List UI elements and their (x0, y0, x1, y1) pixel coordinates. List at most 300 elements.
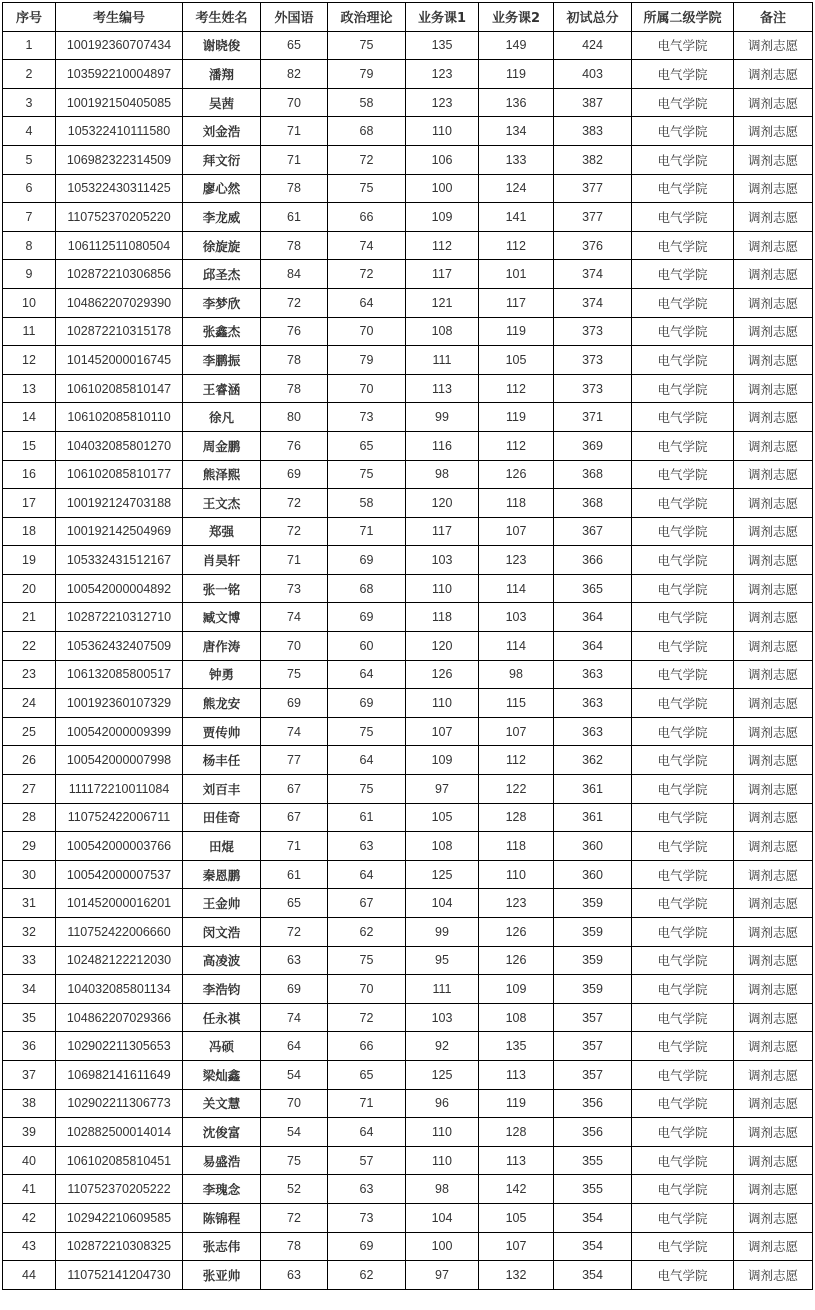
table-row (3, 1175, 813, 1204)
cell-foreign-language: 67 (261, 775, 328, 804)
cell-foreign-language: 74 (261, 717, 328, 746)
cell-candidate-id: 105322430311425 (56, 174, 183, 203)
cell-subject-1: 100 (406, 1232, 479, 1261)
cell-college: 电气学院 (632, 1089, 734, 1118)
cell-index: 12 (3, 346, 56, 375)
cell-remark: 调剂志愿 (734, 317, 813, 346)
cell-politics: 72 (328, 1003, 406, 1032)
cell-politics: 64 (328, 1118, 406, 1147)
cell-candidate-id: 102872210312710 (56, 603, 183, 632)
cell-candidate-id: 100542000009399 (56, 717, 183, 746)
cell-foreign-language: 69 (261, 689, 328, 718)
table-row (3, 403, 813, 432)
cell-subject-2: 128 (479, 1118, 554, 1147)
header-total-score: 初试总分 (554, 3, 632, 32)
cell-remark: 调剂志愿 (734, 60, 813, 89)
cell-foreign-language: 78 (261, 374, 328, 403)
cell-politics: 60 (328, 632, 406, 661)
cell-politics: 75 (328, 717, 406, 746)
cell-total-score: 356 (554, 1089, 632, 1118)
cell-college: 电气学院 (632, 889, 734, 918)
cell-foreign-language: 70 (261, 632, 328, 661)
table-row (3, 660, 813, 689)
cell-total-score: 373 (554, 374, 632, 403)
cell-subject-2: 119 (479, 317, 554, 346)
cell-foreign-language: 61 (261, 860, 328, 889)
cell-candidate-id: 100542000007998 (56, 746, 183, 775)
cell-candidate-name: 李鹏振 (183, 346, 261, 375)
cell-remark: 调剂志愿 (734, 689, 813, 718)
cell-candidate-name: 冯硕 (183, 1032, 261, 1061)
table-row (3, 1003, 813, 1032)
cell-foreign-language: 77 (261, 746, 328, 775)
cell-subject-2: 108 (479, 1003, 554, 1032)
cell-candidate-id: 106102085810110 (56, 403, 183, 432)
cell-remark: 调剂志愿 (734, 860, 813, 889)
cell-remark: 调剂志愿 (734, 746, 813, 775)
cell-total-score: 356 (554, 1118, 632, 1147)
cell-subject-2: 107 (479, 717, 554, 746)
cell-candidate-name: 田焜 (183, 832, 261, 861)
table-row (3, 975, 813, 1004)
cell-subject-2: 118 (479, 489, 554, 518)
cell-subject-2: 126 (479, 946, 554, 975)
cell-index: 30 (3, 860, 56, 889)
cell-candidate-name: 沈俊富 (183, 1118, 261, 1147)
cell-college: 电气学院 (632, 832, 734, 861)
cell-college: 电气学院 (632, 1203, 734, 1232)
header-politics: 政治理论 (328, 3, 406, 32)
table-row (3, 346, 813, 375)
cell-subject-2: 114 (479, 574, 554, 603)
cell-remark: 调剂志愿 (734, 946, 813, 975)
cell-candidate-name: 吴茜 (183, 88, 261, 117)
cell-foreign-language: 78 (261, 1232, 328, 1261)
cell-college: 电气学院 (632, 374, 734, 403)
cell-index: 1 (3, 31, 56, 60)
cell-candidate-name: 高凌波 (183, 946, 261, 975)
cell-candidate-id: 106132085800517 (56, 660, 183, 689)
cell-foreign-language: 76 (261, 431, 328, 460)
cell-foreign-language: 78 (261, 174, 328, 203)
cell-total-score: 360 (554, 860, 632, 889)
cell-subject-1: 97 (406, 1261, 479, 1290)
cell-candidate-name: 陈锦程 (183, 1203, 261, 1232)
cell-subject-2: 112 (479, 374, 554, 403)
cell-remark: 调剂志愿 (734, 403, 813, 432)
cell-total-score: 366 (554, 546, 632, 575)
cell-subject-1: 108 (406, 832, 479, 861)
cell-college: 电气学院 (632, 31, 734, 60)
cell-college: 电气学院 (632, 975, 734, 1004)
cell-candidate-name: 廖心然 (183, 174, 261, 203)
cell-subject-1: 103 (406, 546, 479, 575)
cell-candidate-id: 110752141204730 (56, 1261, 183, 1290)
cell-foreign-language: 61 (261, 203, 328, 232)
cell-subject-1: 123 (406, 60, 479, 89)
cell-candidate-id: 106102085810147 (56, 374, 183, 403)
cell-politics: 73 (328, 1203, 406, 1232)
cell-subject-1: 104 (406, 889, 479, 918)
cell-candidate-id: 101452000016745 (56, 346, 183, 375)
cell-remark: 调剂志愿 (734, 1089, 813, 1118)
header-candidate-name: 考生姓名 (183, 3, 261, 32)
cell-candidate-id: 101452000016201 (56, 889, 183, 918)
cell-index: 17 (3, 489, 56, 518)
cell-total-score: 374 (554, 260, 632, 289)
cell-index: 6 (3, 174, 56, 203)
cell-candidate-name: 王文杰 (183, 489, 261, 518)
cell-subject-2: 124 (479, 174, 554, 203)
cell-foreign-language: 72 (261, 1203, 328, 1232)
cell-candidate-name: 郑强 (183, 517, 261, 546)
cell-candidate-id: 102872210315178 (56, 317, 183, 346)
cell-candidate-name: 秦恩鹏 (183, 860, 261, 889)
cell-politics: 69 (328, 689, 406, 718)
table-body (3, 31, 813, 1289)
cell-total-score: 363 (554, 717, 632, 746)
table-row (3, 546, 813, 575)
cell-candidate-name: 任永祺 (183, 1003, 261, 1032)
cell-candidate-id: 102882500014014 (56, 1118, 183, 1147)
cell-remark: 调剂志愿 (734, 832, 813, 861)
cell-foreign-language: 72 (261, 489, 328, 518)
cell-total-score: 364 (554, 603, 632, 632)
cell-subject-2: 107 (479, 1232, 554, 1261)
cell-politics: 79 (328, 60, 406, 89)
cell-foreign-language: 82 (261, 60, 328, 89)
cell-foreign-language: 71 (261, 145, 328, 174)
cell-candidate-id: 105322410111580 (56, 117, 183, 146)
cell-total-score: 365 (554, 574, 632, 603)
cell-candidate-name: 熊泽熙 (183, 460, 261, 489)
cell-subject-2: 101 (479, 260, 554, 289)
cell-total-score: 374 (554, 288, 632, 317)
cell-subject-2: 133 (479, 145, 554, 174)
cell-remark: 调剂志愿 (734, 174, 813, 203)
cell-subject-2: 103 (479, 603, 554, 632)
cell-candidate-id: 105362432407509 (56, 632, 183, 661)
table-row (3, 1232, 813, 1261)
cell-foreign-language: 74 (261, 1003, 328, 1032)
cell-candidate-id: 100192142504969 (56, 517, 183, 546)
header-subject-2: 业务课2 (479, 3, 554, 32)
table-row (3, 288, 813, 317)
table-row (3, 203, 813, 232)
cell-foreign-language: 80 (261, 403, 328, 432)
cell-remark: 调剂志愿 (734, 1203, 813, 1232)
cell-politics: 74 (328, 231, 406, 260)
cell-college: 电气学院 (632, 260, 734, 289)
cell-politics: 61 (328, 803, 406, 832)
cell-index: 2 (3, 60, 56, 89)
cell-politics: 75 (328, 31, 406, 60)
cell-politics: 65 (328, 1060, 406, 1089)
cell-candidate-name: 杨丰任 (183, 746, 261, 775)
cell-index: 23 (3, 660, 56, 689)
cell-candidate-id: 104032085801270 (56, 431, 183, 460)
cell-candidate-name: 谢晓俊 (183, 31, 261, 60)
cell-total-score: 364 (554, 632, 632, 661)
cell-remark: 调剂志愿 (734, 460, 813, 489)
cell-subject-2: 132 (479, 1261, 554, 1290)
cell-college: 电气学院 (632, 746, 734, 775)
cell-subject-2: 110 (479, 860, 554, 889)
cell-foreign-language: 72 (261, 918, 328, 947)
cell-remark: 调剂志愿 (734, 1003, 813, 1032)
cell-college: 电气学院 (632, 1261, 734, 1290)
cell-foreign-language: 70 (261, 1089, 328, 1118)
cell-candidate-name: 唐作涛 (183, 632, 261, 661)
cell-college: 电气学院 (632, 203, 734, 232)
cell-subject-1: 120 (406, 632, 479, 661)
cell-index: 25 (3, 717, 56, 746)
table-row (3, 460, 813, 489)
cell-foreign-language: 84 (261, 260, 328, 289)
table-row (3, 689, 813, 718)
cell-subject-1: 110 (406, 117, 479, 146)
cell-subject-1: 125 (406, 860, 479, 889)
cell-college: 电气学院 (632, 489, 734, 518)
cell-total-score: 357 (554, 1003, 632, 1032)
cell-total-score: 373 (554, 317, 632, 346)
cell-remark: 调剂志愿 (734, 803, 813, 832)
cell-index: 3 (3, 88, 56, 117)
table-row (3, 632, 813, 661)
cell-index: 26 (3, 746, 56, 775)
cell-subject-2: 128 (479, 803, 554, 832)
cell-remark: 调剂志愿 (734, 1175, 813, 1204)
cell-foreign-language: 67 (261, 803, 328, 832)
cell-subject-1: 110 (406, 689, 479, 718)
table-row (3, 88, 813, 117)
cell-index: 39 (3, 1118, 56, 1147)
cell-college: 电气学院 (632, 317, 734, 346)
cell-subject-2: 142 (479, 1175, 554, 1204)
cell-index: 16 (3, 460, 56, 489)
table-row (3, 31, 813, 60)
table-row (3, 889, 813, 918)
cell-subject-1: 135 (406, 31, 479, 60)
cell-candidate-id: 100542000004892 (56, 574, 183, 603)
cell-subject-2: 115 (479, 689, 554, 718)
cell-subject-2: 98 (479, 660, 554, 689)
cell-college: 电气学院 (632, 1146, 734, 1175)
table-row (3, 946, 813, 975)
cell-candidate-id: 104032085801134 (56, 975, 183, 1004)
cell-politics: 69 (328, 603, 406, 632)
cell-remark: 调剂志愿 (734, 203, 813, 232)
cell-subject-2: 114 (479, 632, 554, 661)
cell-college: 电气学院 (632, 803, 734, 832)
cell-candidate-id: 105332431512167 (56, 546, 183, 575)
cell-candidate-id: 100542000007537 (56, 860, 183, 889)
cell-index: 33 (3, 946, 56, 975)
cell-politics: 69 (328, 1232, 406, 1261)
cell-total-score: 376 (554, 231, 632, 260)
cell-remark: 调剂志愿 (734, 1261, 813, 1290)
cell-politics: 64 (328, 860, 406, 889)
cell-candidate-id: 102902211305653 (56, 1032, 183, 1061)
cell-politics: 75 (328, 775, 406, 804)
cell-subject-1: 109 (406, 746, 479, 775)
cell-remark: 调剂志愿 (734, 889, 813, 918)
cell-candidate-name: 徐凡 (183, 403, 261, 432)
cell-candidate-id: 100192360707434 (56, 31, 183, 60)
cell-index: 27 (3, 775, 56, 804)
cell-subject-2: 113 (479, 1060, 554, 1089)
cell-politics: 70 (328, 975, 406, 1004)
cell-college: 电气学院 (632, 346, 734, 375)
cell-foreign-language: 78 (261, 231, 328, 260)
cell-candidate-id: 104862207029390 (56, 288, 183, 317)
cell-candidate-id: 106112511080504 (56, 231, 183, 260)
cell-college: 电气学院 (632, 60, 734, 89)
table-row (3, 860, 813, 889)
cell-subject-2: 105 (479, 1203, 554, 1232)
cell-college: 电气学院 (632, 517, 734, 546)
cell-politics: 64 (328, 746, 406, 775)
cell-total-score: 359 (554, 975, 632, 1004)
cell-candidate-name: 张志伟 (183, 1232, 261, 1261)
cell-candidate-name: 梁灿鑫 (183, 1060, 261, 1089)
cell-total-score: 361 (554, 803, 632, 832)
table-row (3, 231, 813, 260)
cell-remark: 调剂志愿 (734, 717, 813, 746)
cell-candidate-name: 邱圣杰 (183, 260, 261, 289)
cell-candidate-id: 102942210609585 (56, 1203, 183, 1232)
cell-subject-1: 100 (406, 174, 479, 203)
header-foreign-language: 外国语 (261, 3, 328, 32)
cell-subject-2: 112 (479, 231, 554, 260)
cell-candidate-id: 102872210306856 (56, 260, 183, 289)
cell-politics: 75 (328, 460, 406, 489)
cell-total-score: 361 (554, 775, 632, 804)
cell-college: 电气学院 (632, 775, 734, 804)
cell-candidate-id: 102482122212030 (56, 946, 183, 975)
header-remark: 备注 (734, 3, 813, 32)
cell-college: 电气学院 (632, 1003, 734, 1032)
cell-subject-2: 134 (479, 117, 554, 146)
cell-index: 28 (3, 803, 56, 832)
cell-subject-1: 111 (406, 346, 479, 375)
cell-subject-2: 118 (479, 832, 554, 861)
cell-subject-1: 109 (406, 203, 479, 232)
cell-candidate-id: 100192124703188 (56, 489, 183, 518)
cell-remark: 调剂志愿 (734, 1118, 813, 1147)
cell-subject-1: 126 (406, 660, 479, 689)
cell-total-score: 354 (554, 1203, 632, 1232)
cell-candidate-name: 潘翔 (183, 60, 261, 89)
table-row (3, 603, 813, 632)
cell-subject-1: 121 (406, 288, 479, 317)
cell-candidate-name: 肖昊轩 (183, 546, 261, 575)
cell-college: 电气学院 (632, 231, 734, 260)
cell-politics: 58 (328, 489, 406, 518)
cell-subject-2: 141 (479, 203, 554, 232)
cell-subject-1: 112 (406, 231, 479, 260)
cell-subject-1: 113 (406, 374, 479, 403)
cell-politics: 62 (328, 1261, 406, 1290)
cell-total-score: 360 (554, 832, 632, 861)
cell-candidate-id: 110752422006660 (56, 918, 183, 947)
cell-candidate-name: 臧文博 (183, 603, 261, 632)
table-row (3, 746, 813, 775)
cell-politics: 66 (328, 1032, 406, 1061)
header-college: 所属二级学院 (632, 3, 734, 32)
cell-subject-2: 126 (479, 460, 554, 489)
table-row (3, 489, 813, 518)
cell-foreign-language: 63 (261, 1261, 328, 1290)
cell-college: 电气学院 (632, 717, 734, 746)
cell-candidate-id: 103592210004897 (56, 60, 183, 89)
cell-candidate-name: 贾传帅 (183, 717, 261, 746)
cell-total-score: 403 (554, 60, 632, 89)
cell-total-score: 383 (554, 117, 632, 146)
cell-remark: 调剂志愿 (734, 1146, 813, 1175)
cell-candidate-name: 刘金浩 (183, 117, 261, 146)
cell-subject-1: 110 (406, 574, 479, 603)
cell-politics: 71 (328, 517, 406, 546)
cell-total-score: 363 (554, 689, 632, 718)
cell-candidate-name: 拜文衍 (183, 145, 261, 174)
cell-politics: 72 (328, 260, 406, 289)
table-row (3, 832, 813, 861)
cell-politics: 63 (328, 1175, 406, 1204)
cell-politics: 65 (328, 431, 406, 460)
cell-remark: 调剂志愿 (734, 1060, 813, 1089)
cell-candidate-id: 104862207029366 (56, 1003, 183, 1032)
table-row (3, 60, 813, 89)
cell-subject-1: 105 (406, 803, 479, 832)
table-row (3, 1118, 813, 1147)
cell-candidate-id: 106982322314509 (56, 145, 183, 174)
table-row (3, 431, 813, 460)
cell-total-score: 357 (554, 1032, 632, 1061)
cell-politics: 72 (328, 145, 406, 174)
cell-subject-2: 123 (479, 889, 554, 918)
cell-politics: 64 (328, 288, 406, 317)
cell-subject-1: 95 (406, 946, 479, 975)
cell-total-score: 354 (554, 1261, 632, 1290)
cell-subject-1: 116 (406, 431, 479, 460)
cell-college: 电气学院 (632, 1060, 734, 1089)
cell-subject-1: 123 (406, 88, 479, 117)
cell-subject-2: 126 (479, 918, 554, 947)
cell-college: 电气学院 (632, 860, 734, 889)
cell-candidate-name: 闵文浩 (183, 918, 261, 947)
cell-total-score: 368 (554, 460, 632, 489)
cell-politics: 63 (328, 832, 406, 861)
cell-politics: 71 (328, 1089, 406, 1118)
cell-candidate-id: 110752370205220 (56, 203, 183, 232)
cell-subject-2: 136 (479, 88, 554, 117)
cell-candidate-id: 106102085810451 (56, 1146, 183, 1175)
cell-remark: 调剂志愿 (734, 260, 813, 289)
table-row (3, 174, 813, 203)
cell-college: 电气学院 (632, 660, 734, 689)
cell-subject-2: 122 (479, 775, 554, 804)
cell-college: 电气学院 (632, 88, 734, 117)
cell-foreign-language: 69 (261, 975, 328, 1004)
cell-foreign-language: 71 (261, 832, 328, 861)
cell-subject-2: 112 (479, 746, 554, 775)
cell-politics: 75 (328, 946, 406, 975)
cell-index: 15 (3, 431, 56, 460)
table-row (3, 574, 813, 603)
cell-candidate-id: 106982141611649 (56, 1060, 183, 1089)
cell-candidate-name: 周金鹏 (183, 431, 261, 460)
